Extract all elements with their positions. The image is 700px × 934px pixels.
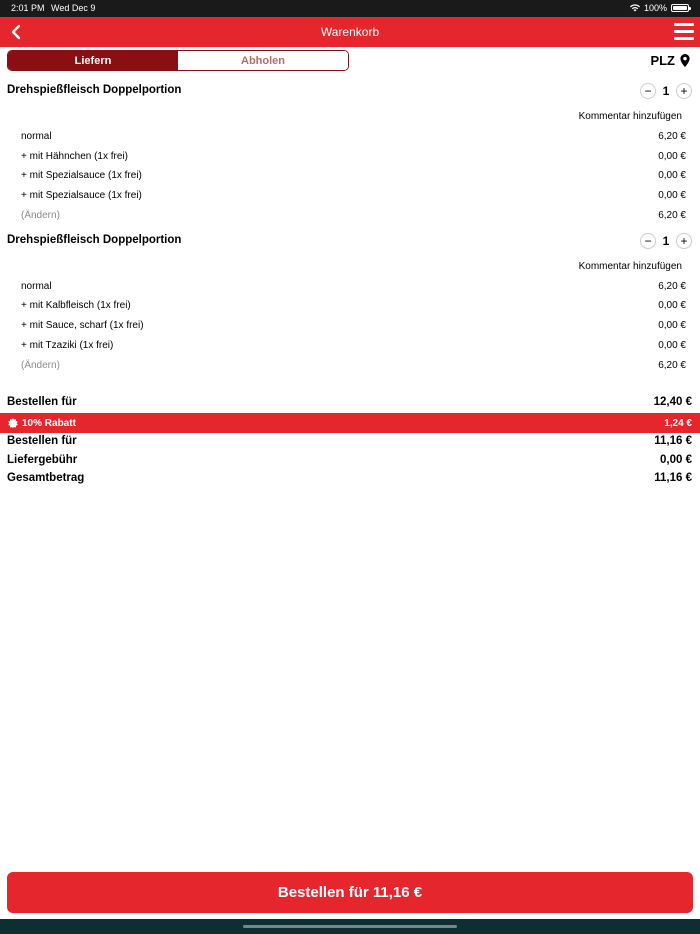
decrease-quantity-button[interactable]: − — [640, 233, 656, 249]
item-option-row — [21, 190, 686, 201]
discount-value: 1,24 € — [664, 417, 692, 429]
option-name: + mit Tzaziki (1x frei) — [21, 340, 114, 351]
item-option-row — [21, 170, 686, 181]
option-price: 0,00 € — [658, 320, 686, 331]
place-order-button[interactable]: Bestellen für 11,16 € — [7, 872, 693, 913]
option-price: 6,20 € — [658, 281, 686, 292]
item-total-price: 6,20 € — [658, 360, 686, 371]
option-price: 0,00 € — [658, 340, 686, 351]
item-total-price: 6,20 € — [658, 210, 686, 221]
tab-deliver[interactable]: Liefern — [8, 51, 178, 70]
quantity-value: 1 — [662, 84, 670, 98]
add-comment-link[interactable]: Kommentar hinzufügen — [578, 111, 682, 122]
location-pin-icon — [680, 54, 690, 67]
hamburger-menu-icon[interactable] — [674, 23, 694, 41]
subtotal-row — [7, 396, 692, 408]
after-discount-value: 11,16 € — [654, 435, 692, 447]
total-label: Gesamtbetrag — [7, 472, 85, 484]
plz-selector[interactable] — [650, 53, 690, 68]
item-option-row — [21, 151, 686, 162]
after-discount-label: Bestellen für — [7, 435, 77, 447]
home-indicator[interactable] — [243, 925, 457, 928]
option-price: 0,00 € — [658, 190, 686, 201]
discount-label: 10% Rabatt — [22, 417, 76, 429]
discount-row — [0, 413, 700, 433]
cart-item-title: Drehspießfleisch Doppelportion — [7, 234, 182, 246]
option-name: normal — [21, 131, 52, 142]
option-name: + mit Hähnchen (1x frei) — [21, 151, 128, 162]
item-option-row — [21, 281, 686, 292]
page-title: Warenkorb — [320, 25, 380, 39]
edit-item-link[interactable]: (Ändern) — [21, 210, 60, 221]
after-discount-row — [7, 435, 692, 447]
add-comment-link[interactable]: Kommentar hinzufügen — [578, 261, 682, 272]
item-option-row — [21, 300, 686, 311]
cart-item-title: Drehspießfleisch Doppelportion — [7, 84, 182, 96]
status-bar — [0, 0, 700, 17]
decrease-quantity-button[interactable]: − — [640, 83, 656, 99]
nav-bar — [0, 17, 700, 47]
battery-icon — [671, 4, 689, 12]
option-price: 6,20 € — [658, 131, 686, 142]
tab-pickup[interactable]: Abholen — [178, 51, 348, 70]
subtotal-label: Bestellen für — [7, 396, 77, 408]
increase-quantity-button[interactable]: + — [676, 83, 692, 99]
status-time: 2:01 PM — [11, 3, 45, 13]
delivery-fee-row — [7, 454, 692, 466]
quantity-stepper — [640, 233, 692, 249]
edit-item-link[interactable]: (Ändern) — [21, 360, 60, 371]
increase-quantity-button[interactable]: + — [676, 233, 692, 249]
item-edit-row — [21, 210, 686, 221]
plz-label: PLZ — [650, 53, 675, 68]
status-date: Wed Dec 9 — [51, 3, 96, 13]
total-value: 11,16 € — [654, 472, 692, 484]
option-price: 0,00 € — [658, 151, 686, 162]
option-name: + mit Sauce, scharf (1x frei) — [21, 320, 144, 331]
quantity-value: 1 — [662, 234, 670, 248]
option-name: + mit Spezialsauce (1x frei) — [21, 170, 142, 181]
battery-percent: 100% — [643, 3, 667, 13]
item-option-row — [21, 340, 686, 351]
wifi-icon — [630, 4, 640, 12]
delivery-mode-toggle — [7, 50, 349, 71]
status-right — [630, 3, 689, 13]
quantity-stepper — [640, 83, 692, 99]
option-price: 0,00 € — [658, 170, 686, 181]
option-price: 0,00 € — [658, 300, 686, 311]
item-edit-row — [21, 360, 686, 371]
total-row — [7, 472, 692, 484]
discount-badge-icon — [8, 418, 18, 428]
item-option-row — [21, 131, 686, 142]
delivery-fee-label: Liefergebühr — [7, 454, 78, 466]
option-name: + mit Kalbfleisch (1x frei) — [21, 300, 131, 311]
subtotal-value: 12,40 € — [653, 396, 692, 408]
option-name: + mit Spezialsauce (1x frei) — [21, 190, 142, 201]
item-option-row — [21, 320, 686, 331]
delivery-fee-value: 0,00 € — [660, 454, 692, 466]
option-name: normal — [21, 281, 52, 292]
